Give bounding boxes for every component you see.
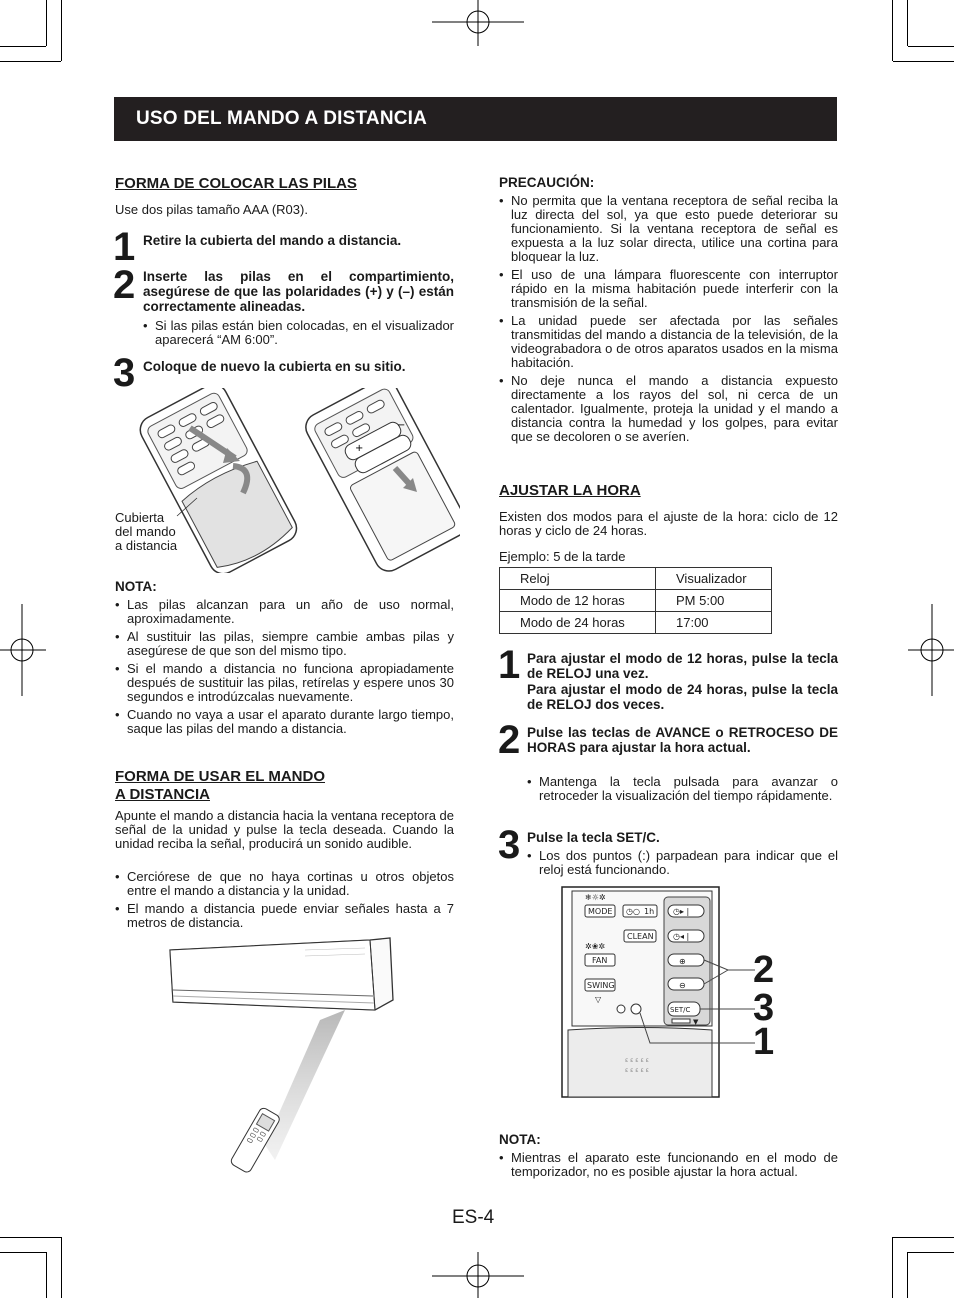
crop-mark xyxy=(0,61,61,62)
step-number-3-hora: 3 xyxy=(498,823,521,867)
precaucion-item: • La unidad puede ser afectada por las señales transmitidas del mando a distancia de la televisión, de la videograbadora o de otros aparatos usados en la misma habitación. xyxy=(499,314,838,370)
table-row xyxy=(500,590,772,612)
svg-text:▼: ▼ xyxy=(693,1018,699,1026)
crop-mark xyxy=(892,0,893,61)
step1-text: Retire la cubierta del mando a distancia. xyxy=(143,233,402,248)
step-number-1: 1 xyxy=(113,225,136,269)
svg-text:✲❀✲: ✲❀✲ xyxy=(585,942,606,951)
step2-bullet: • Si las pilas están bien colocadas, en el visualizador aparecerá “AM 6:00”. xyxy=(143,319,454,347)
hora-step3-bullets xyxy=(527,849,838,881)
registration-target-top xyxy=(432,0,524,46)
step-number-1-hora: 1 xyxy=(498,643,521,687)
time-format-table xyxy=(499,567,772,634)
svg-text:⊖: ⊖ xyxy=(679,981,686,990)
precaucion-list xyxy=(499,194,838,448)
step-number-2: 2 xyxy=(113,263,136,307)
callout-1: 1 xyxy=(753,1021,775,1063)
hora-step2-bullet: • Mantenga la tecla pulsada para avanzar o retroceder la visualización del tiempo rápidamente. xyxy=(527,775,838,803)
mode-button-label: MODE xyxy=(588,907,613,916)
svg-text:◷○: ◷○ xyxy=(626,907,640,916)
swing-button-label: SWING xyxy=(587,981,615,990)
crop-mark xyxy=(892,1237,893,1298)
setc-button-label: SET/C xyxy=(670,1006,691,1014)
registration-target-bottom xyxy=(432,1252,524,1298)
note-item: • Cuando no vaya a usar el aparato durante largo tiempo, saque las pilas del mando a distancia. xyxy=(115,708,454,736)
table-row xyxy=(500,568,772,590)
table-cell: Modo de 12 horas xyxy=(500,590,656,612)
crop-mark xyxy=(61,0,62,61)
cover-label: Cubierta del mando a distancia xyxy=(115,510,178,553)
hora-step2-bullets xyxy=(527,775,838,807)
intro-usar-mando: Apunte el mando a distancia hacia la ventana receptora de señal de la unidad y pulse la tecla deseada. Cuando la unidad reciba la señal, producirá un sonido audible. xyxy=(115,808,454,851)
crop-mark xyxy=(0,1252,46,1253)
crop-mark xyxy=(61,1237,62,1298)
svg-text:−: − xyxy=(397,420,406,431)
note-item: • Las pilas alcanzan para un año de uso normal, aproximadamente. xyxy=(115,598,454,626)
precaucion-item: • El uso de una lámpara fluorescente con interruptor rápido en la misma habitación puede interferir con la transmisión de la señal. xyxy=(499,268,838,310)
intro-pilas: Use dos pilas tamaño AAA (R03). xyxy=(115,202,308,217)
svg-text:ε ε ε ε ε: ε ε ε ε ε xyxy=(625,1067,649,1074)
example-label: Ejemplo: 5 de la tarde xyxy=(499,549,626,564)
precaucion-item: • No permita que la ventana receptora de señal reciba la luz directa del sol, ya que esto puede deteriorar su funcionamiento. Si la ventana receptora de señal es expuesta a la luz solar directa, utilice una cortina para bloquear la luz. xyxy=(499,194,838,264)
note-item: • Si el mando a distancia no funciona apropiadamente después de sustituir las pilas, retírelas y espere unos 30 segundos e introdúzcalas nuevamente. xyxy=(115,662,454,704)
svg-text:▽: ▽ xyxy=(595,995,602,1004)
table-cell: 17:00 xyxy=(656,612,772,634)
nota-label-left: NOTA: xyxy=(115,579,157,594)
crop-mark xyxy=(908,46,954,47)
nota-label-right: NOTA: xyxy=(499,1132,541,1147)
ac-unit-illustration xyxy=(165,930,395,1180)
nota-item: • Mientras el aparato este funcionando en el modo de temporizador, no es posible ajustar la hora actual. xyxy=(499,1151,838,1179)
remote-control-closeup xyxy=(560,885,780,1100)
precaucion-item: • No deje nunca el mando a distancia expuesto directamente a los rayos del sol, ni cerca de un calentador. Igualmente, proteja la unidad y el mando a distancia contra la humedad y los golpes, para evitar que se decoloren o se averíen. xyxy=(499,374,838,444)
table-row xyxy=(500,612,772,634)
crop-mark xyxy=(907,1252,908,1298)
heading-usar-mando-line1: FORMA DE USAR EL MANDO xyxy=(115,768,325,785)
step-number-2-hora: 2 xyxy=(498,718,521,762)
heading-usar-mando-line2: A DISTANCIA xyxy=(115,786,210,803)
note-item: • Al sustituir las pilas, siempre cambie ambas pilas y asegúrese de que son del mismo tipo. xyxy=(115,630,454,658)
callout-2: 2 xyxy=(753,949,775,991)
timer-1h-label: 1h xyxy=(644,907,655,916)
step-number-3: 3 xyxy=(113,351,136,395)
bullet-item: • Cerciórese de que no haya cortinas u otros objetos entre el mando a distancia y la unidad. xyxy=(115,870,454,898)
registration-target-right xyxy=(908,604,954,696)
svg-text:+: + xyxy=(355,443,364,454)
crop-mark xyxy=(46,1252,47,1298)
bullet-item: • El mando a distancia puede enviar señales hasta a 7 metros de distancia. xyxy=(115,902,454,930)
heading-usar-mando xyxy=(115,768,325,804)
crop-mark xyxy=(46,0,47,46)
heading-colocar-pilas: FORMA DE COLOCAR LAS PILAS xyxy=(115,175,357,192)
hora-step1b: Para ajustar el modo de 24 horas, pulse la tecla de RELOJ dos veces. xyxy=(527,682,838,712)
hora-step3-bullet: • Los dos puntos (:) parpadean para indicar que el reloj está funcionando. xyxy=(527,849,838,877)
step3-text: Coloque de nuevo la cubierta en su sitio. xyxy=(143,359,406,374)
step2-bullets xyxy=(143,319,454,351)
crop-mark xyxy=(893,1237,954,1238)
notes-list-left xyxy=(115,598,454,740)
table-cell: PM 5:00 xyxy=(656,590,772,612)
hora-step1a: Para ajustar el modo de 12 horas, pulse la tecla de RELOJ una vez. xyxy=(527,651,838,681)
crop-mark xyxy=(908,1252,954,1253)
callout-3: 3 xyxy=(753,987,775,1029)
table-cell: Visualizador xyxy=(656,568,772,590)
precaucion-label: PRECAUCIÓN: xyxy=(499,175,595,190)
hora-step2: Pulse las teclas de AVANCE o RETROCESO DE HORAS para ajustar la hora actual. xyxy=(527,725,838,755)
section-title-bar: USO DEL MANDO A DISTANCIA xyxy=(114,97,837,141)
nota-list-right xyxy=(499,1151,838,1183)
fan-button-label: FAN xyxy=(592,956,608,965)
crop-mark xyxy=(907,0,908,46)
bullets-usar-mando xyxy=(115,870,454,934)
clean-button-label: CLEAN xyxy=(627,932,654,941)
crop-mark xyxy=(893,61,954,62)
table-cell: Reloj xyxy=(500,568,656,590)
svg-text:❄☼✲: ❄☼✲ xyxy=(585,893,606,902)
intro-ajustar-hora: Existen dos modos para el ajuste de la hora: ciclo de 12 horas y ciclo de 24 horas. xyxy=(499,509,838,538)
svg-text:ε ε ε ε ε: ε ε ε ε ε xyxy=(625,1057,649,1064)
crop-mark xyxy=(0,1237,61,1238)
hora-step3: Pulse la tecla SET/C. xyxy=(527,830,660,845)
svg-text:◷◂ |: ◷◂ | xyxy=(673,932,690,941)
svg-text:⊕: ⊕ xyxy=(679,957,686,966)
svg-text:◷▸ |: ◷▸ | xyxy=(673,907,690,916)
step2-text: Inserte las pilas en el compartimiento, asegúrese de que las polaridades (+) y (–) están correctamente alineadas. xyxy=(143,269,454,314)
page-number: ES-4 xyxy=(452,1207,495,1228)
table-cell: Modo de 24 horas xyxy=(500,612,656,634)
crop-mark xyxy=(0,46,46,47)
registration-target-left xyxy=(0,604,46,696)
heading-ajustar-hora: AJUSTAR LA HORA xyxy=(499,482,641,499)
